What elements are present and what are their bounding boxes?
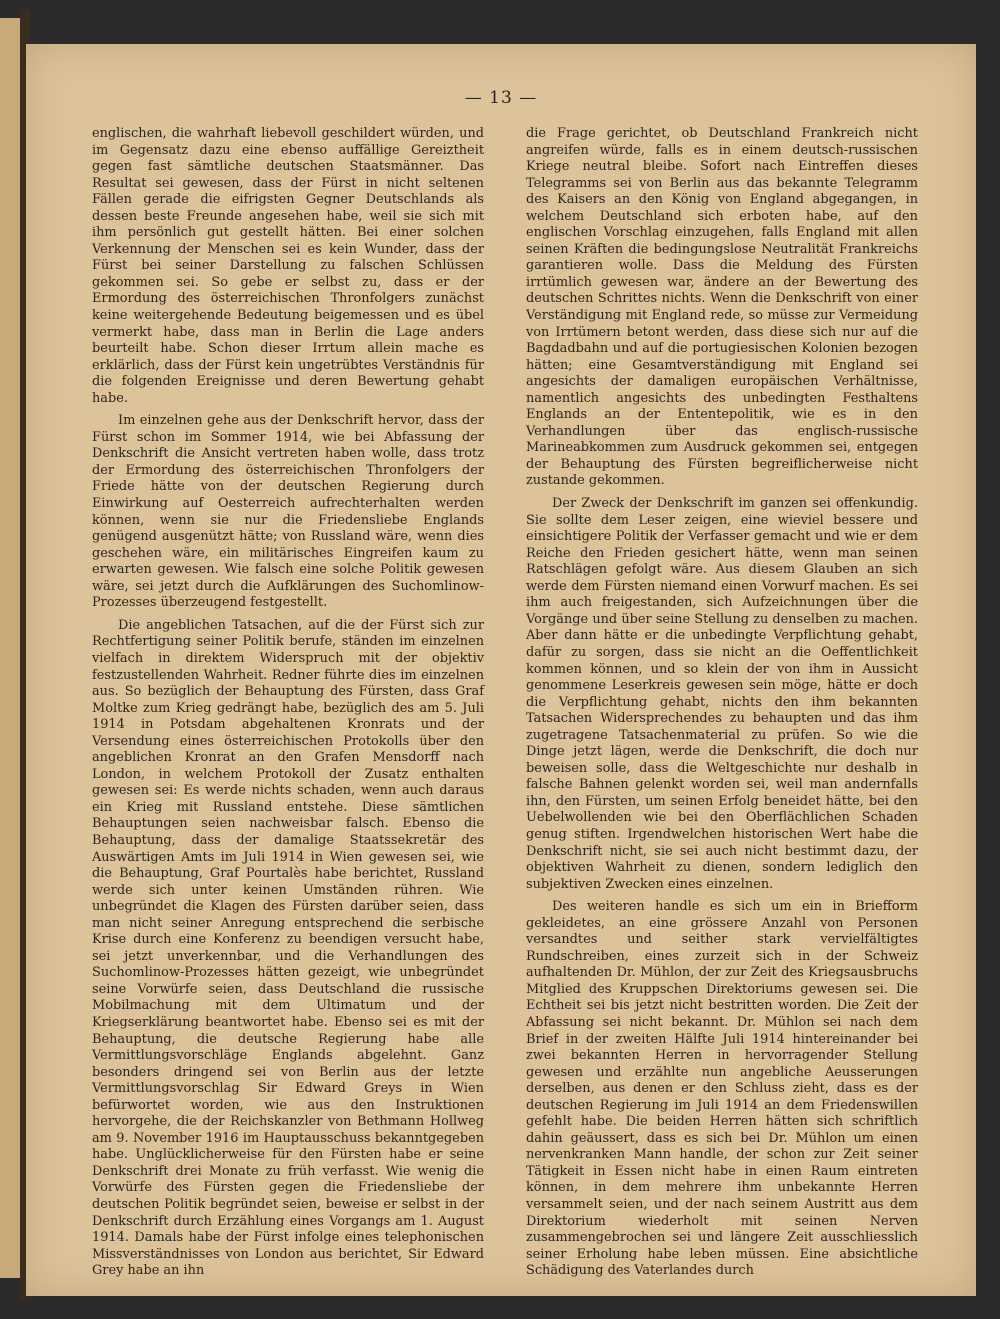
- paragraph: Der Zweck der Denkschrift im ganzen sei offenkundig. Sie sollte dem Leser zeigen, eine wieviel bessere und einsichtigere Politik der Verfasser gemacht und wie er dem Reiche den Frieden gesichert hätte, wenn man seinen Ratschlägen gefolgt wäre. Aus diesem Glauben an sich werde dem Fürsten niemand einen Vorwurf machen. Es sei ihm auch freigestanden, sich Aufzeichnungen über die Vorgänge und über seine Stellung zu denselben zu machen. Aber dann hätte er die unbedingte Verpflichtung gehabt, dafür zu sorgen, dass sie nicht an die Oeffentlichkeit kommen können, und so klein der von ihm in Aussicht genommene Leserkreis gewesen sein möge, hätte er doch die Verpflichtung gehabt, nichts den ihm bekannten Tatsachen Widersprechendes zu behaupten und das ihm zugetragene Tatsachenmaterial zu prüfen. So wie die Dinge jetzt lägen, werde die Denkschrift, die doch nur beweisen solle, dass die Weltgeschichte nur deshalb in falsche Bahnen gelenkt worden sei, weil man andernfalls ihn, den Fürsten, um seinen Erfolg beneidet hätte, bei den Uebelwollenden wie bei den Oberflächlichen Schaden genug stiften. Irgendwelchen historischen Wert habe die Denkschrift nicht, sie sei auch nicht bestimmt dazu, der objektiven Wahrheit zu dienen, sondern lediglich den subjektiven Zwecken eines einzelnen.: [526, 496, 918, 892]
- document-page: [26, 44, 976, 1296]
- previous-page-edge: [0, 18, 22, 1278]
- paragraph: englischen, die wahrhaft liebevoll geschildert würden, und im Gegensatz dazu eine ebenso auffällige Gereiztheit gegen fast sämtliche deutschen Staatsmänner. Das Resultat sei gewesen, dass der Fürst in nicht seltenen Fällen gerade die eifrigsten Gegner Deutschlands als dessen beste Freunde angesehen habe, weil sie sich mit ihm persönlich gut gestellt hätten. Bei einer solchen Verkennung der Menschen sei es kein Wunder, dass der Fürst bei seiner Darstellung zu falschen Schlüssen gekommen sei. So gebe er selbst zu, dass er der Ermordung des österreichischen Thronfolgers zunächst keine weitergehende Bedeutung beigemessen und es übel vermerkt habe, dass man in Berlin die Lage anders beurteilt habe. Schon dieser Irrtum allein mache es erklärlich, dass der Fürst kein ungetrübtes Verständnis für die folgenden Ereignisse und deren Bewertung gehabt habe.: [92, 126, 484, 406]
- page-number: — 13 —: [464, 88, 538, 108]
- right-column: [526, 126, 918, 1280]
- paragraph: Die angeblichen Tatsachen, auf die der Fürst sich zur Rechtfertigung seiner Politik berufe, ständen im einzelnen vielfach in direktem Widerspruch mit der objektiv festzustellenden Wahrheit. Redner führte dies im einzelnen aus. So bezüglich der Behauptung des Fürsten, dass Graf Moltke zum Krieg gedrängt habe, bezüglich des am 5. Juli 1914 in Potsdam abgehaltenen Kronrats und der Versendung eines österreichischen Protokolls über den angeblichen Kronrat an den Grafen Mensdorff nach London, in welchem Protokoll der Zusatz enthalten gewesen sei: Es werde nichts schaden, wenn auch daraus ein Krieg mit Russland entstehe. Diese sämtlichen Behauptungen seien nachweisbar falsch. Ebenso die Behauptung, dass der damalige Staatssekretär des Auswärtigen Amts im Juli 1914 in Wien gewesen sei, wie die Behauptung, Graf Pourtalès habe berichtet, Russland werde sich unter keinen Umständen rühren. Wie unbegründet die Klagen des Fürsten darüber seien, dass man nicht seiner Anregung entsprechend die serbische Krise durch eine Konferenz zu beendigen versucht habe, sei jetzt unverkennbar, und die Verhandlungen des Suchomlinow-Prozesses hätten gezeigt, wie unbegründet seine Vorwürfe seien, dass Deutschland die russische Mobilmachung mit dem Ultimatum und der Kriegserklärung beantwortet habe. Ebenso sei es mit der Behauptung, die deutsche Regierung habe alle Vermittlungsvorschläge Englands abgelehnt. Ganz besonders dringend sei von Berlin aus der letzte Vermittlungsvorschlag Sir Edward Greys in Wien befürwortet worden, wie aus den Instruktionen hervorgehe, die der Reichskanzler von Bethmann Hollweg am 9. November 1916 im Hauptausschuss bekanntgegeben habe. Unglücklicherweise für den Fürsten habe er seine Denkschrift drei Monate zu früh verfasst. Wie wenig die Vorwürfe des Fürsten gegen die Friedensliebe der deutschen Politik begründet seien, beweise er selbst in der Denkschrift durch Erzählung eines Vorgangs am 1. August 1914. Damals habe der Fürst infolge eines telephonischen Missverständnisses von London aus berichtet, Sir Edward Grey habe an ihn: [92, 617, 484, 1279]
- paragraph: Im einzelnen gehe aus der Denkschrift hervor, dass der Fürst schon im Sommer 1914, wie bei Abfassung der Denkschrift die Ansicht vertreten haben wolle, dass trotz der Ermordung des österreichischen Thronfolgers der Friede hätte von der deutschen Regierung durch Einwirkung auf Oesterreich aufrechterhalten werden können, wenn sie nur die Friedensliebe Englands genügend ausgenützt hätte; von Russland wäre, wenn dies geschehen wäre, ein militärisches Eingreifen kaum zu erwarten gewesen. Wie falsch eine solche Politik gewesen wäre, sei jetzt durch die Aufklärungen des Suchomlinow-Prozesses überzeugend festgestellt.: [92, 413, 484, 611]
- left-column: [92, 126, 484, 1280]
- paragraph: Des weiteren handle es sich um ein in Briefform gekleidetes, an eine grössere Anzahl von Personen versandtes und seither stark vervielfältigtes Rundschreiben, eines zurzeit sich in der Schweiz aufhaltenden Dr. Mühlon, der zur Zeit des Kriegsausbruchs Mitglied des Kruppschen Direktoriums gewesen sei. Die Echtheit sei bis jetzt nicht bestritten worden. Die Zeit der Abfassung sei nicht bekannt. Dr. Mühlon sei nach dem Brief in der zweiten Hälfte Juli 1914 hintereinander bei zwei bekannten Herren in hervorragender Stellung gewesen und erzählte nun angebliche Aeusserungen derselben, aus denen er den Schluss zieht, dass es der deutschen Regierung im Juli 1914 an dem Friedenswillen gefehlt habe. Die beiden Herren hätten sich schriftlich dahin geäussert, dass es sich bei Dr. Mühlon um einen nervenkranken Mann handle, der schon zur Zeit seiner Tätigkeit in Essen nicht habe in einen Raum eintreten können, in dem mehrere ihm unbekannte Herren versammelt seien, und der nach seinem Austritt aus dem Direktorium wiederholt mit seinen Nerven zusammengebrochen sei und längere Zeit ausschliesslich seiner Erholung habe leben müssen. Eine absichtliche Schädigung des Vaterlandes durch: [526, 899, 918, 1279]
- paragraph: die Frage gerichtet, ob Deutschland Frankreich nicht angreifen würde, falls es in einem deutsch-russischen Kriege neutral bleibe. Sofort nach Eintreffen dieses Telegramms sei von Berlin aus das bekannte Telegramm des Kaisers an den König von England abgegangen, in welchem Deutschland sich erboten habe, auf den englischen Vorschlag einzugehen, falls England mit allen seinen Kräften die bedingungslose Neutralität Frankreichs garantieren wolle. Dass die Meldung des Fürsten irrtümlich gewesen war, ändere an der Bewertung des deutschen Schrittes nichts. Wenn die Denkschrift von einer Verständigung mit England rede, so müsse zur Vermeidung von Irrtümern betont werden, dass diese sich nur auf die Bagdadbahn und auf die portugiesischen Kolonien bezogen hätten; eine Gesamtverständigung mit England sei angesichts der damaligen europäischen Verhältnisse, namentlich angesichts des unbedingten Festhaltens Englands an der Ententepolitik, wie es in den Verhandlungen über das englisch-russische Marineabkommen zum Ausdruck gekommen sei, entgegen der Behauptung des Fürsten begreiflicherweise nicht zustande gekommen.: [526, 126, 918, 489]
